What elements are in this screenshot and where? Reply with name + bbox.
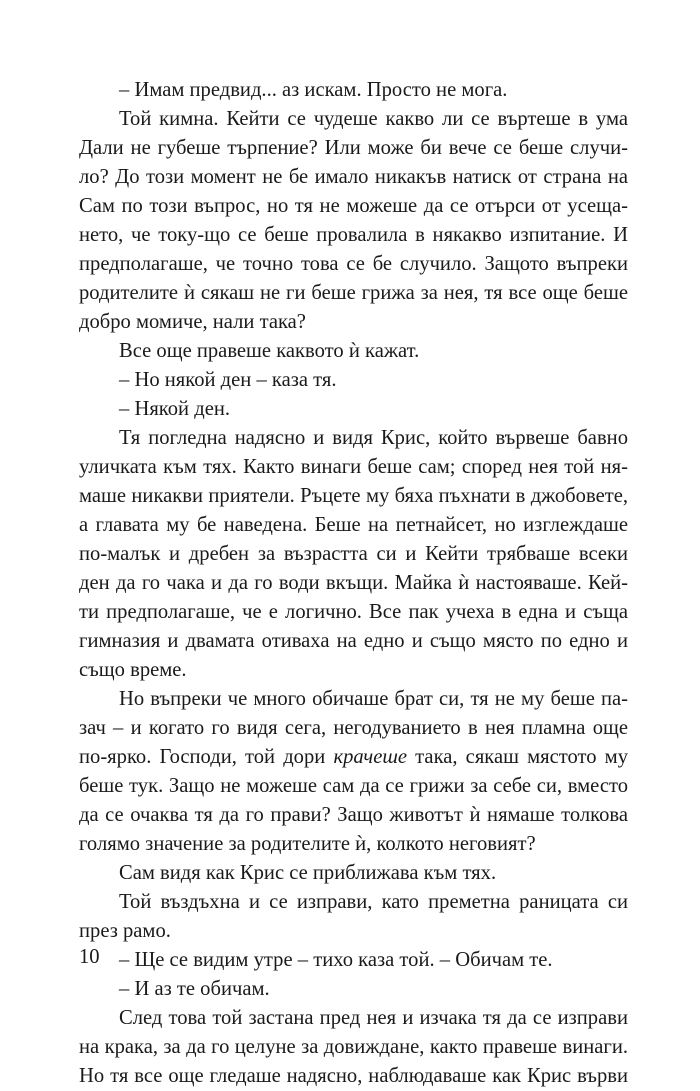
text-line: беше тук. Защо не можеше сам да се грижи за себе си, вместо	[79, 775, 628, 797]
text-line: също време.	[79, 659, 187, 681]
text-line: да се очаква тя да го прави? Защо животът ѝ нямаше толкова	[79, 804, 628, 826]
text-line: ло? До този момент не бе имало никакъв натиск от страна на	[79, 166, 628, 188]
text-line: Тя погледна надясно и видя Крис, който вървеше бавно	[119, 427, 628, 449]
text-line: Все още правеше каквото ѝ кажат.	[119, 340, 420, 362]
text-line: – Някой ден.	[119, 398, 231, 420]
text-line: ти предполагаше, че е логично. Все пак учеха в една и съща	[79, 601, 628, 623]
text-line: Той кимна. Кейти се чудеше какво ли се въртеше в ума	[119, 108, 628, 130]
page-number: 10	[79, 946, 100, 968]
text-line: Но въпреки че много обичаше брат си, тя не му беше па-	[119, 688, 628, 710]
text-line: Сам по този въпрос, но тя не можеше да се отърси от усеща-	[79, 195, 628, 217]
body-text	[79, 76, 628, 1091]
text-line: гимназия и двамата отиваха на едно и също място по едно и	[79, 630, 628, 652]
text-line: Той въздъхна и се изправи, като преметна раницата си	[119, 891, 628, 913]
text-line: – Но някой ден – каза тя.	[119, 369, 337, 391]
text-line: – Имам предвид... аз искам. Просто не мога.	[119, 79, 508, 101]
text-line: уличката към тях. Както винаги беше сам; според нея той ня-	[79, 456, 628, 478]
emphasized-word: крачеше	[333, 746, 408, 768]
text-line: през рамо.	[79, 920, 171, 942]
text-line: зач – и когато го видя сега, негодуванието в нея пламна още	[79, 717, 628, 739]
text-line: – И аз те обичам.	[119, 978, 270, 1000]
text-line: ден да го чака и да го води вкъщи. Майка ѝ настояваше. Кей-	[79, 572, 628, 594]
text-line: родителите ѝ сякаш не ги беше грижа за нея, тя все още беше	[79, 282, 628, 304]
text-line: на крака, за да го целуне за довиждане, както правеше винаги.	[79, 1036, 628, 1058]
text-line: Сам видя как Крис се приближава към тях.	[119, 862, 497, 884]
text-line: по-малък и дребен за възрастта си и Кейти трябваше всеки	[79, 543, 628, 565]
text-line: Дали не губеше търпение? Или може би вече се беше случи-	[79, 137, 628, 159]
text-line	[79, 743, 628, 772]
text-line: добро момиче, нали така?	[79, 311, 306, 333]
text-line: Но тя все още гледаше надясно, наблюдаваше как Крис върви	[79, 1065, 628, 1087]
text-line: а главата му бе наведена. Беше на петнайсет, но изглеждаше	[79, 514, 628, 536]
text-line: маше никакви приятели. Ръцете му бяха пъхнати в джобовете,	[79, 485, 628, 507]
text-line: нето, че току-що се беше провалила в някакво изпитание. И	[79, 224, 628, 246]
text-line: След това той застана пред нея и изчака тя да се изправи	[119, 1007, 628, 1029]
text-line: предполагаше, че точно това се бе случило. Защото въпреки	[79, 253, 628, 275]
text-line-part: по-ярко. Господи, той дори	[79, 746, 334, 768]
text-line: – Ще се видим утре – тихо каза той. – Обичам те.	[119, 949, 553, 971]
text-line: голямо значение за родителите ѝ, колкото неговият?	[79, 833, 536, 855]
text-line-part: така, сякаш мястото му	[415, 746, 628, 768]
